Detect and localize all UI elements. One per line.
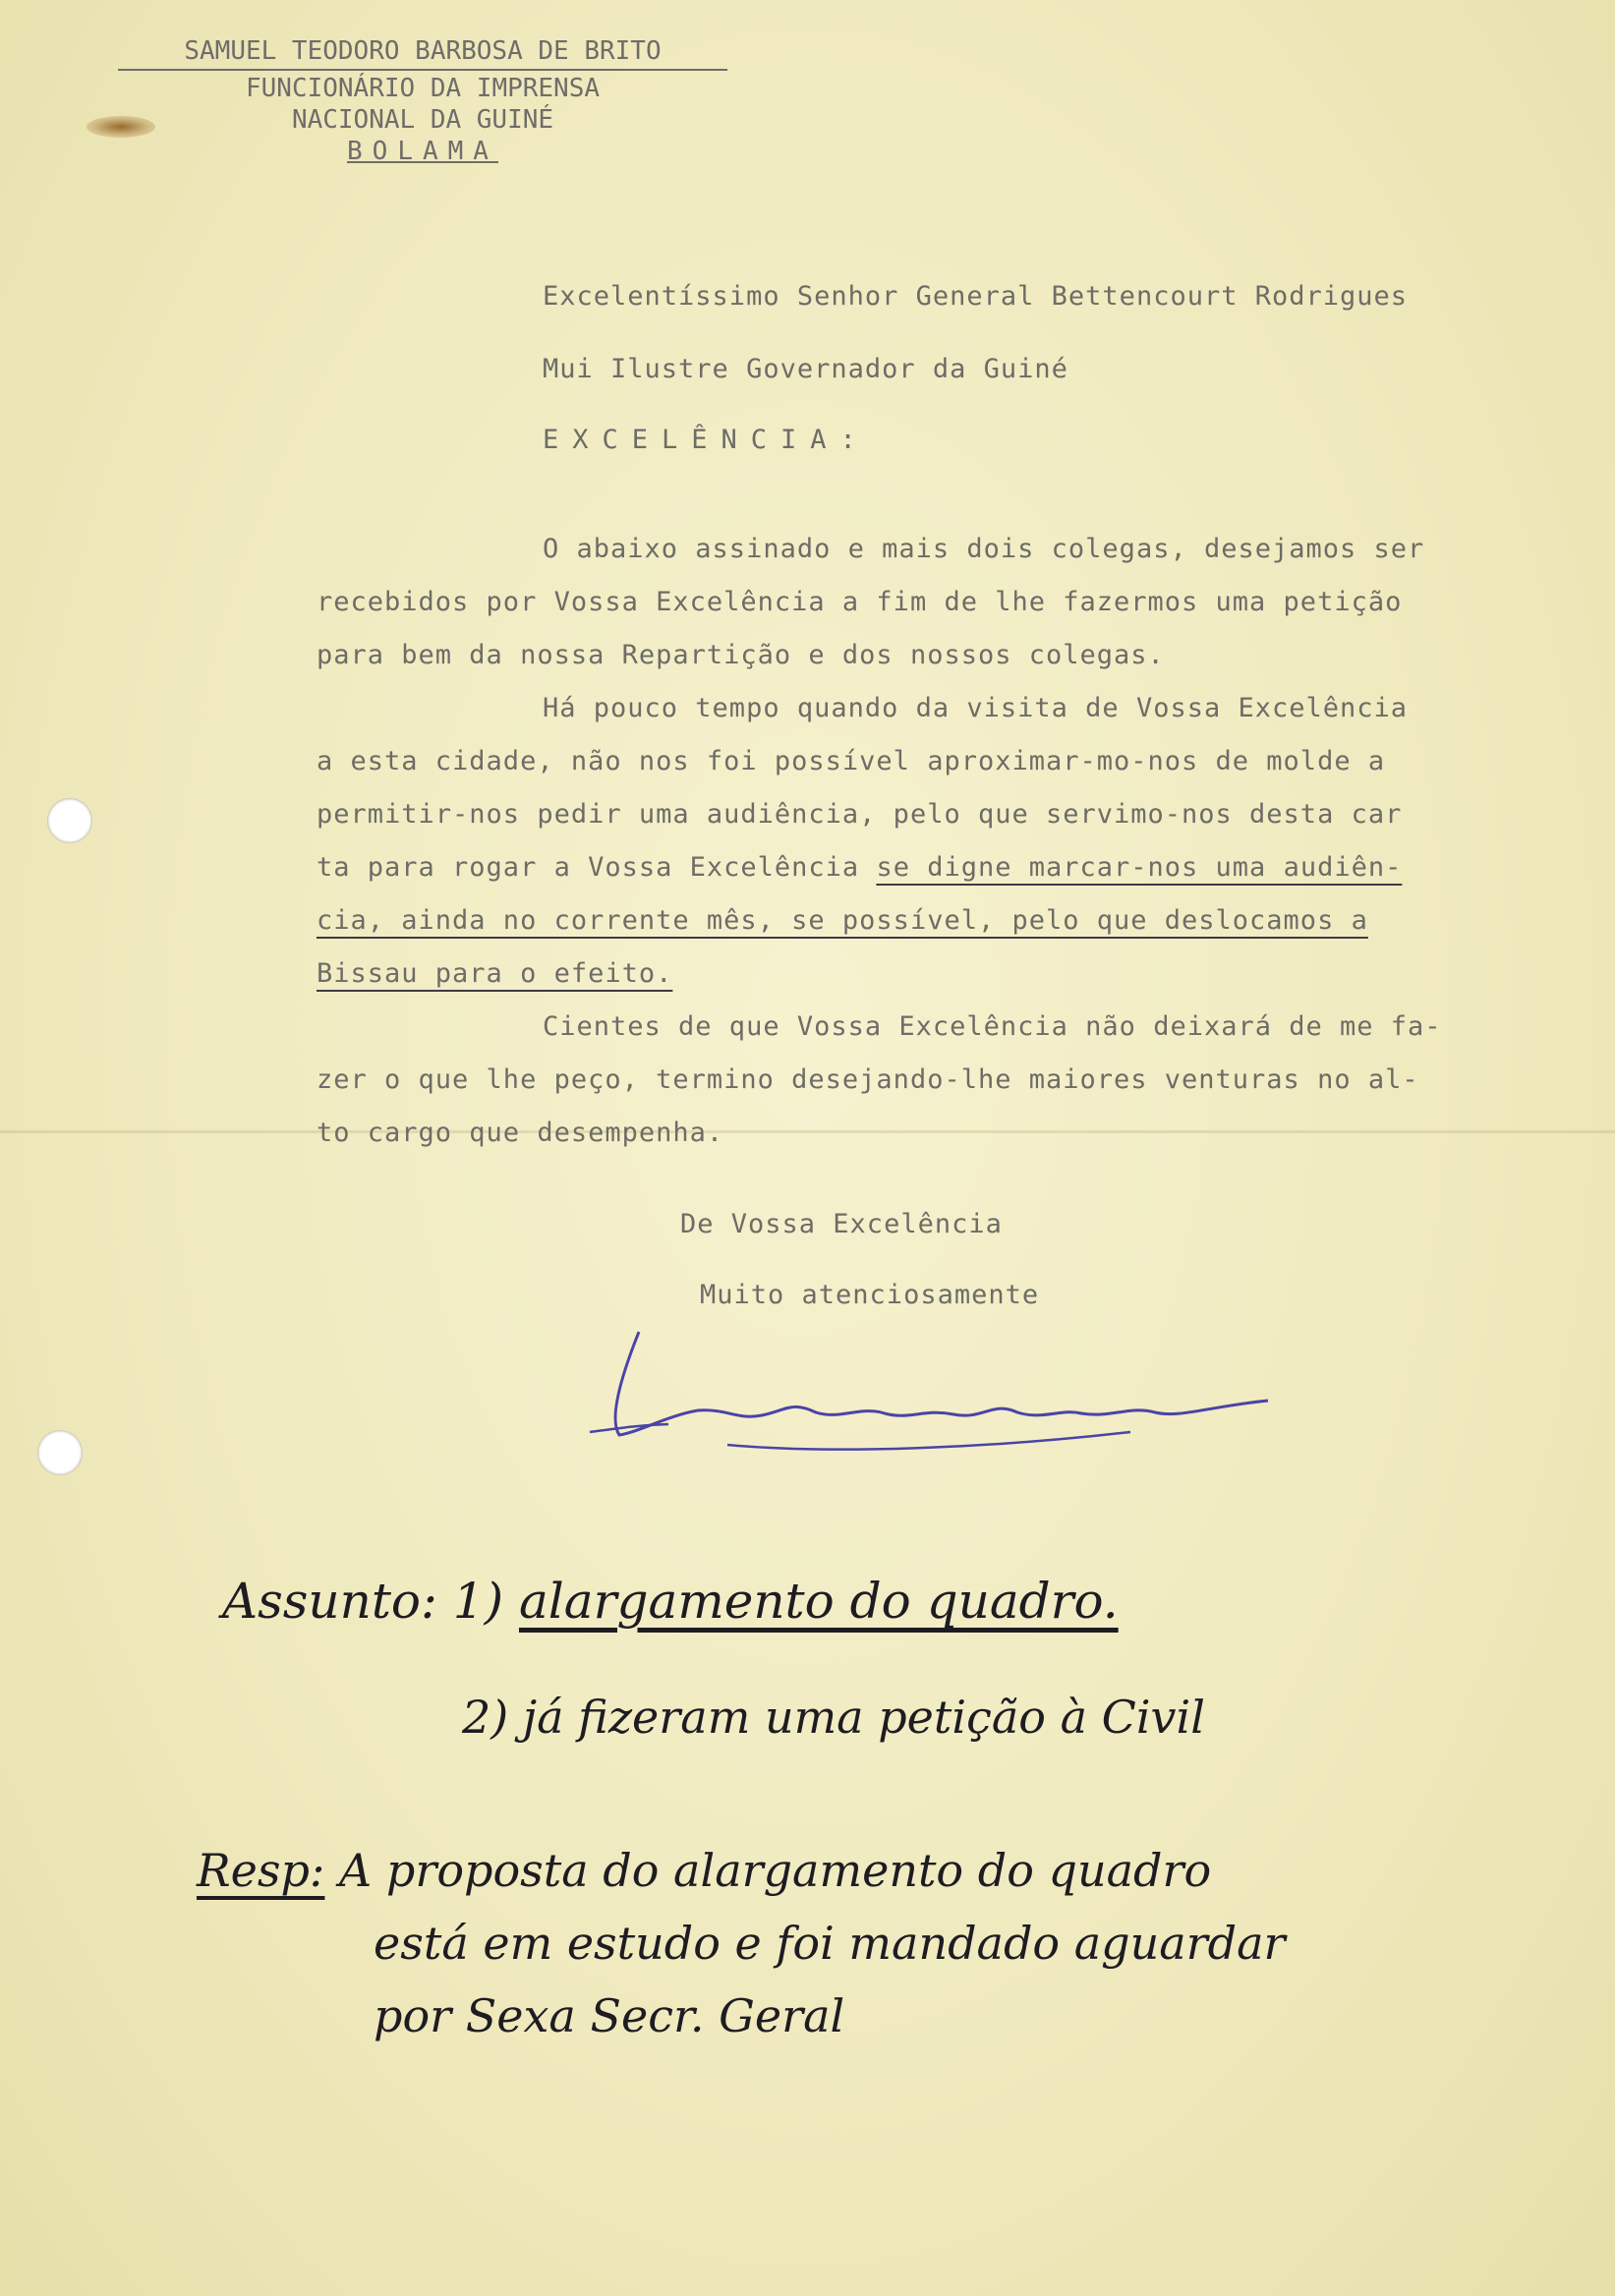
letterhead-city: BOLAMA [347, 137, 498, 166]
addressee-line: Excelentíssimo Senhor General Bettencourt Rodrigues [543, 281, 1409, 312]
body-line: a esta cidade, não nos foi possível aproximar-mo-nos de molde a [317, 746, 1386, 776]
body-line: to cargo que desempenha. [317, 1118, 724, 1148]
body-line [317, 947, 1565, 1001]
closing-line: De Vossa Excelência [680, 1209, 1003, 1239]
handwritten-response [197, 1844, 1211, 1897]
handwritten-subject [222, 1573, 1119, 1630]
letterhead-role: FUNCIONÁRIO DA IMPRENSA [245, 74, 601, 103]
salutation: EXCELÊNCIA: [543, 425, 870, 455]
body-line [317, 841, 1565, 894]
letterhead-stamp [118, 35, 727, 167]
body-line: O abaixo assinado e mais dois colegas, desejamos ser [543, 534, 1425, 564]
body-line: recebidos por Vossa Excelência a fim de lhe fazermos uma petição [317, 587, 1403, 617]
body-line: Há pouco tempo quando da visita de Vossa Excelência [543, 693, 1409, 723]
body-line: permitir-nos pedir uma audiência, pelo que servimo-nos desta car [317, 799, 1403, 830]
handwritten-note: 2) já fizeram uma petição à Civil [462, 1691, 1205, 1744]
response-text: A proposta do alargamento do quadro [324, 1844, 1212, 1897]
letterhead-name: SAMUEL TEODORO BARBOSA DE BRITO [118, 35, 727, 71]
body-line: para bem da nossa Repartição e dos nossos colegas. [317, 640, 1165, 670]
handwritten-response-line: está em estudo e foi mandado aguardar [374, 1917, 1286, 1970]
underlined-request: se digne marcar-nos uma audiên- [876, 852, 1403, 883]
letterhead-institution: NACIONAL DA GUINÉ [291, 105, 554, 135]
closing-line: Muito atenciosamente [700, 1280, 1040, 1310]
response-label: Resp: [197, 1844, 325, 1897]
body-line [317, 894, 1565, 947]
body-line: zer o que lhe peço, termino desejando-lhe maiores venturas no al- [317, 1064, 1419, 1095]
punch-hole [37, 1430, 83, 1475]
handwritten-response-line: por Sexa Secr. Geral [374, 1989, 845, 2042]
underlined-request: cia, ainda no corrente mês, se possível, pelo que deslocamos a [317, 905, 1368, 936]
signature [580, 1322, 1288, 1460]
note-prefix: Assunto: 1) [222, 1573, 519, 1630]
body-text-segment: ta para rogar a Vossa Excelência [317, 852, 877, 883]
punch-hole [47, 798, 92, 843]
addressee-title: Mui Ilustre Governador da Guiné [543, 354, 1068, 384]
letter-body [317, 523, 1565, 1160]
body-line: Cientes de que Vossa Excelência não deixará de me fa- [543, 1011, 1442, 1042]
note-underlined: alargamento do quadro. [518, 1573, 1119, 1630]
underlined-request: Bissau para o efeito. [317, 958, 673, 989]
